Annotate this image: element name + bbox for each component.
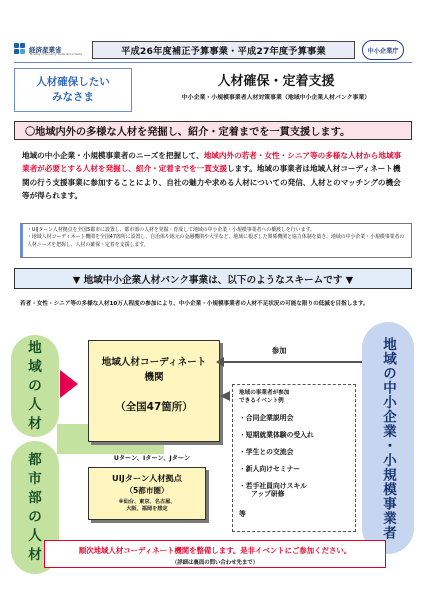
urban-talent-char: の — [28, 508, 42, 525]
event-item: ・若手社員向けスキル — [239, 481, 307, 490]
budget-title: 平成26年度補正予算事業・平成27年度予算事業 — [92, 41, 355, 59]
uij-base-cities-2: 大阪、福岡を想定 — [126, 506, 168, 513]
event-item: ・短期就業体験の受入れ — [239, 430, 314, 439]
page-title: 人材確保・定着支援 — [217, 74, 335, 89]
notes-box — [20, 223, 412, 258]
ministry-logo-text: 経済産業省 — [29, 45, 62, 54]
events-head-2: できるイベント例 — [239, 397, 284, 404]
red-right-arrow-icon — [60, 370, 78, 398]
page-subtitle: 中小企業・小規模事業者人材対策事業（地域中小企業人材バンク事業） — [181, 95, 371, 101]
event-item-continued: アップ研修 — [251, 489, 285, 498]
local-talent-char: 材 — [28, 415, 42, 432]
ministry-logo-icon — [14, 43, 26, 55]
events-box — [232, 384, 356, 532]
header-rule — [14, 62, 412, 63]
participation-label: 参加 — [272, 346, 287, 355]
sme-oval: 地域の中小企業・小規模事業者 — [362, 322, 414, 554]
urban-talent-char: 人 — [28, 527, 42, 544]
uij-base-cities-1: ※仙台、東京、名古屋、 — [118, 499, 176, 505]
intro-highlight: 地域内外の若者・女性・シニア等の多様な人材から地域事業者が必要とする人材を発掘し、紹介・定着までを一貫支援 — [22, 151, 402, 174]
left-arrow-icon — [216, 357, 224, 367]
uij-base-count: （5都市圏） — [125, 486, 169, 495]
intro-part-3: します。地域の事業者は地域人材コーディネート機関の行う支援事業に参加することにより、自社の魅力や求める人材についての発信、人材とのマッチングの機会等が得られます。 — [22, 164, 401, 200]
headline-band: 〇地域内外の多様な人材を発掘し、紹介・定着までを一貫支援します。 — [14, 121, 412, 140]
local-talent-char: 域 — [28, 358, 42, 375]
intro-part-1: 地域の中小企業・小規模事業者のニーズを把握して、 — [22, 151, 204, 160]
event-item: ・新人向けセミナー — [239, 464, 301, 473]
scheme-banner: ▼ 地域中小企業人材バンク事業は、以下のようなスキームです ▼ — [14, 268, 412, 289]
bottom-notice — [44, 540, 386, 568]
events-head-1: 地域の事業者が参加 — [239, 390, 290, 396]
coordinator-title-1: 地域人材コーディネート — [101, 357, 207, 368]
scheme-description: 若者・女性・シニア等の多様な人材10万人程度の参加により、中小企業・小規模事業者の人材不足状況の可能な限りの低減を目指します。 — [20, 301, 369, 307]
target-line-1: 人材確保したい — [36, 76, 110, 88]
uij-base-title: UIJターン人材拠点 — [112, 473, 182, 483]
event-item: ・学生との交流会 — [239, 447, 294, 456]
local-talent-blob — [11, 335, 59, 437]
note-item: ・UIJターン人材拠点を全国5都市に設置し、都市部の人材を発掘・育成して地域の中小企業・小規模事業者への橋渡しを行います。 — [27, 227, 315, 233]
participation-arrow-line — [222, 361, 368, 363]
urban-talent-char: 部 — [28, 489, 42, 506]
uij-turn-label: Uターン、Iターン、Jターン — [113, 455, 191, 462]
events-arrow-icon — [220, 391, 230, 401]
bottom-sub: （詳細は裏面の問い合わせ先まで） — [171, 560, 259, 566]
ministry-logo — [14, 42, 88, 56]
coordinator-count: （全国47箇所） — [115, 401, 193, 413]
target-line-2: みなさま — [52, 91, 94, 103]
local-talent-char: 人 — [28, 396, 42, 413]
local-talent-char: 地 — [28, 339, 42, 356]
ministry-logo-subtext: Ministry of Economy, Trade and Industry — [30, 53, 83, 56]
coordinator-box — [88, 340, 220, 442]
intro-paragraph — [22, 149, 408, 202]
urban-talent-char: 都 — [28, 451, 42, 468]
note-item: ・地域人材コーディネート機関を全国47箇所に設置し、自治体や地元の金融機関や大学など、地域に根ざした関係機関と協力体制を築き、地域の中小企業・小規模事業者の人材ニーズを把握し、人材の確保・定着を支援します。 — [27, 234, 405, 248]
events-etc: 等 — [239, 509, 246, 518]
event-item: ・合同企業説明会 — [239, 413, 294, 422]
urban-talent-char: 材 — [28, 546, 42, 563]
urban-talent-char: 市 — [28, 470, 42, 487]
sme-agency-logo: 中小企業庁 — [362, 40, 404, 60]
bottom-main: 順次地域人材コーディネート機関を整備します。是非イベントにご参加ください。 — [78, 546, 352, 555]
local-talent-char: の — [28, 377, 42, 394]
target-audience-box — [14, 68, 132, 112]
coordinator-title-2: 機関 — [144, 372, 164, 383]
uij-base-box — [88, 467, 206, 520]
